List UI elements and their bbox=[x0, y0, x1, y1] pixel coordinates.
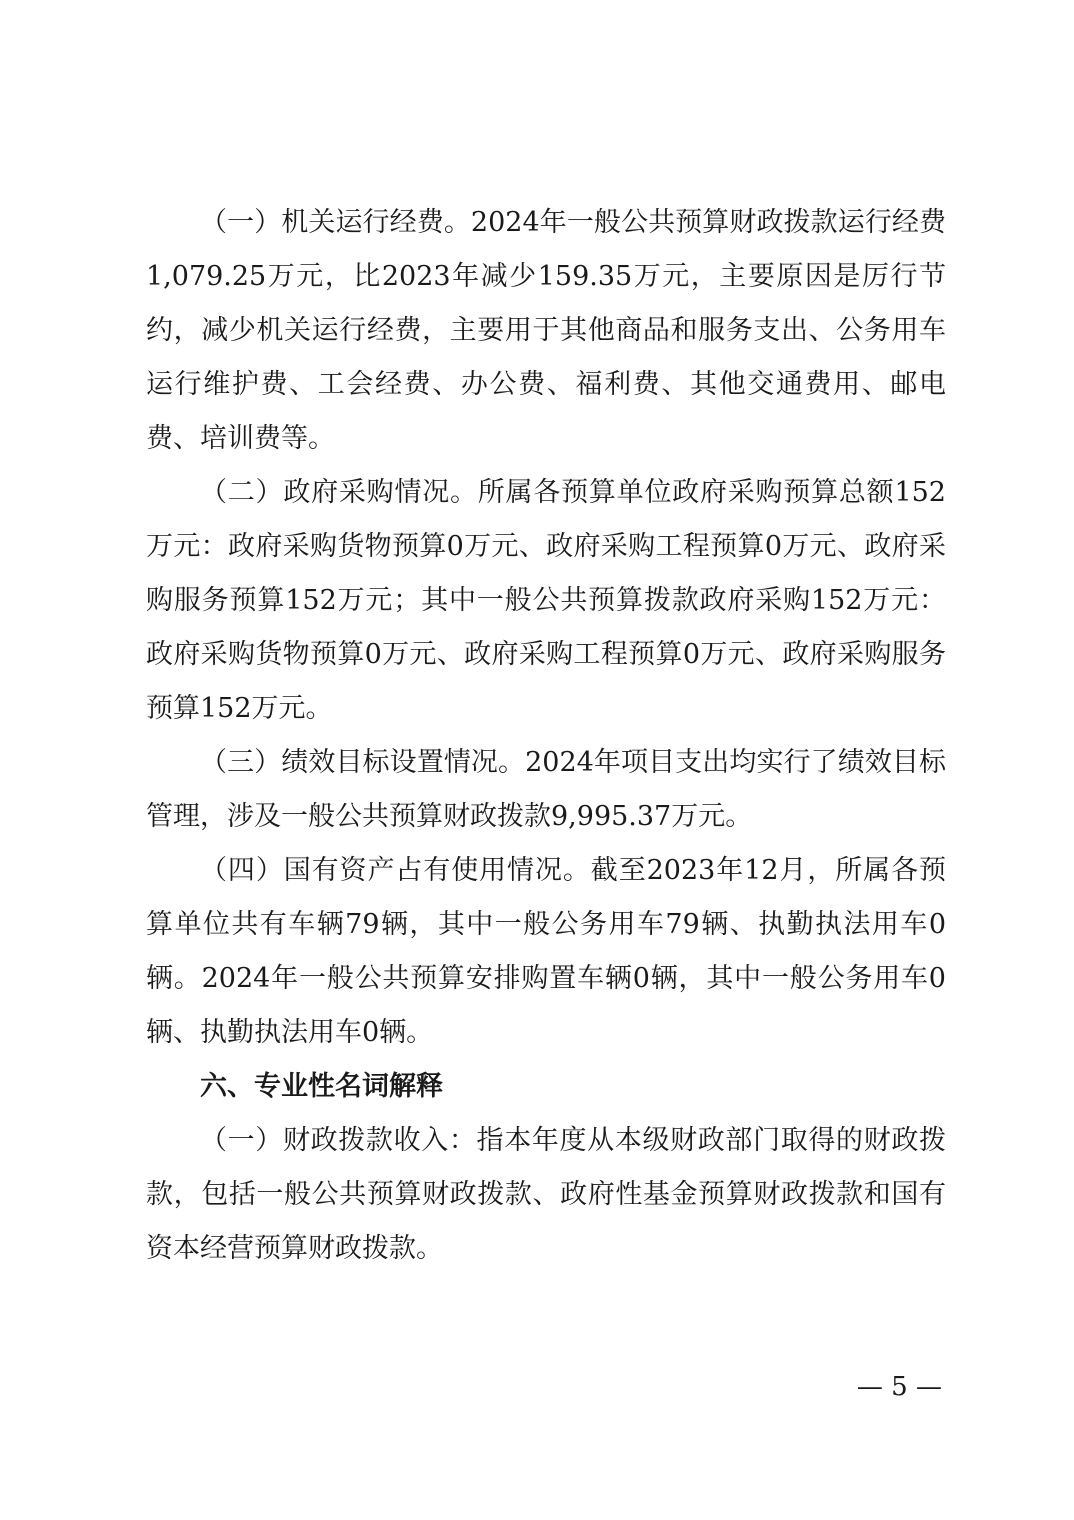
paragraph-lead: （三）绩效目标设置情况。 bbox=[200, 747, 526, 778]
page-number: — 5 — bbox=[856, 1372, 942, 1402]
paragraph-text: 2024年一般公共预算财政拨款运行经费1,079.25万元，比2023年减少159.35万元，主要原因是厉行节约，减少机关运行经费，主要用于其他商品和服务支出、公务用车运行维护费、工会经费、办公费、福利费、其他交通费用、邮电费、培训费等。 bbox=[146, 207, 947, 454]
document-body bbox=[146, 196, 946, 1276]
paragraph-lead: （二）政府采购情况。 bbox=[200, 477, 478, 508]
paragraph-text: 2024年项目支出均实行了绩效目标管理，涉及一般公共预算财政拨款9,995.37万元。 bbox=[146, 747, 947, 832]
paragraph-definition-fiscal-appropriation bbox=[146, 1114, 946, 1276]
paragraph-lead: （四）国有资产占有使用情况。 bbox=[200, 855, 591, 886]
section-heading: 六、专业性名词解释 bbox=[200, 1071, 443, 1102]
paragraph-state-assets bbox=[146, 844, 946, 1060]
paragraph-operating-expenses bbox=[146, 196, 946, 466]
paragraph-text: 指本年度从本级财政部门取得的财政拨款，包括一般公共预算财政拨款、政府性基金预算财政拨款和国有资本经营预算财政拨款。 bbox=[146, 1125, 947, 1264]
paragraph-performance-targets bbox=[146, 736, 946, 844]
paragraph-government-procurement bbox=[146, 466, 946, 736]
paragraph-text: 所属各预算单位政府采购预算总额152万元：政府采购货物预算0万元、政府采购工程预算0万元、政府采购服务预算152万元；其中一般公共预算拨款政府采购152万元：政府采购货物预算0万元、政府采购工程预算0万元、政府采购服务预算152万元。 bbox=[146, 477, 946, 724]
paragraph-lead: （一）财政拨款收入： bbox=[200, 1125, 477, 1156]
paragraph-text: 截至2023年12月，所属各预算单位共有车辆79辆，其中一般公务用车79辆、执勤执法用车0辆。2024年一般公共预算安排购置车辆0辆，其中一般公务用车0辆、执勤执法用车0辆。 bbox=[146, 855, 946, 1048]
paragraph-lead: （一）机关运行经费。 bbox=[200, 207, 471, 238]
